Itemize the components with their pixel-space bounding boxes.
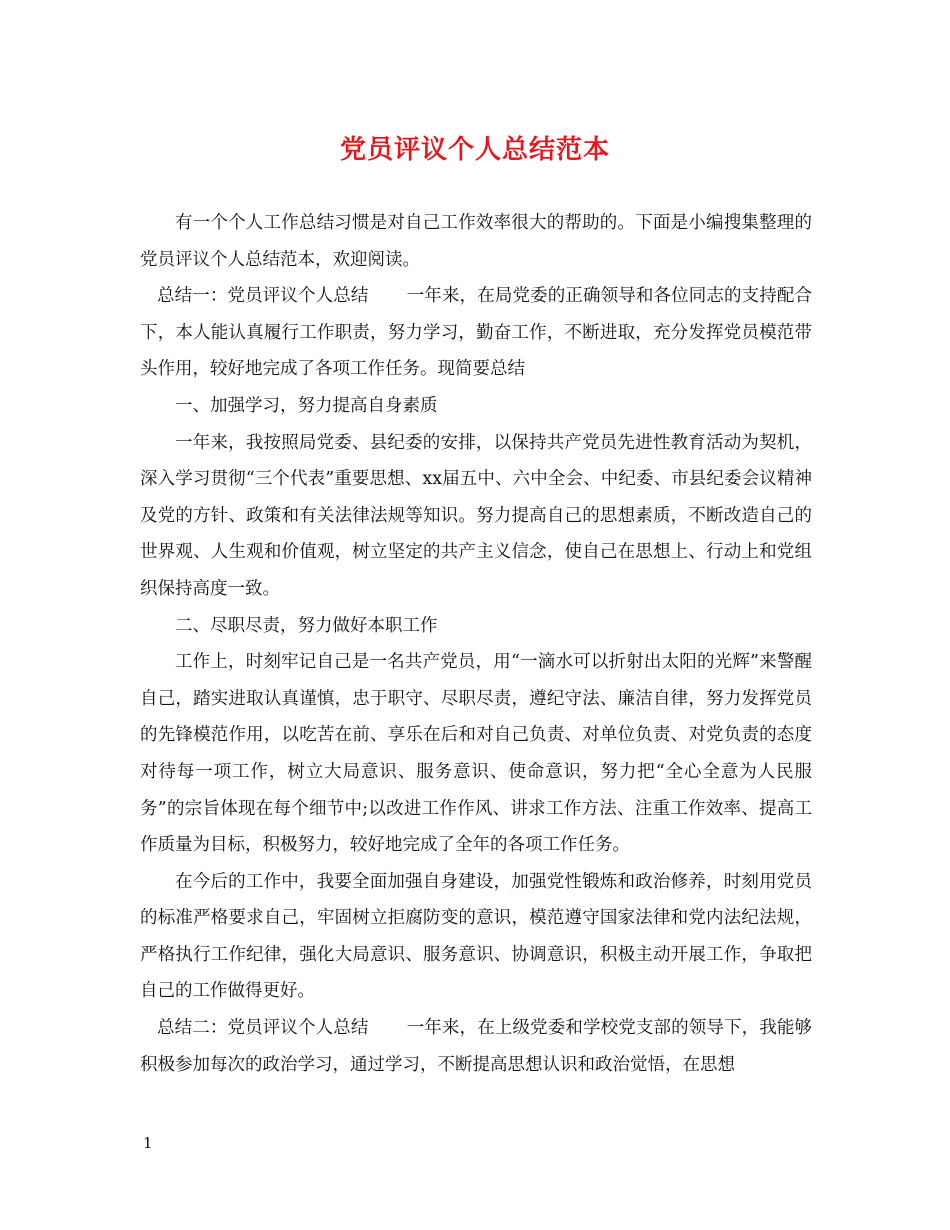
summary2-text: 一年来，在上级党委和学校党支部的领导下，我能够积极参加每次的政治学习，通过学习，不断提高思想认识和政治觉悟，在思想 <box>140 1018 813 1075</box>
intro-paragraph: 有一个个人工作总结习惯是对自己工作效率很大的帮助的。下面是小编搜集整理的党员评议个人总结范本，欢迎阅读。 <box>140 213 812 270</box>
section2-paragraph: 工作上，时刻牢记自己是一名共产党员，用“一滴水可以折射出太阳的光辉”来警醒自己，踏实进取认真谨慎，忠于职守、尽职尽责，遵纪守法、廉洁自律，努力发挥党员的先锋模范作用，以吃苦在前、享乐在后和对自己负责、对单位负责、对党负责的态度对待每一项工作，树立大局意识、服务意识、使命意识，努力把“全心全意为人民服务”的宗旨体现在每个细节中;以改进工作作风、讲求工作方法、注重工作效率、提高工作质量为目标，积极努力，较好地完成了全年的各项工作任务。 <box>140 652 812 856</box>
summary1-paragraph <box>140 278 812 388</box>
document-body <box>140 205 812 1083</box>
section1-paragraph: 一年来，我按照局党委、县纪委的安排，以保持共产党员先进性教育活动为契机，深入学习贯彻“三个代表”重要思想、xx届五中、六中全会、中纪委、市县纪委会议精神及党的方针、政策和有关法律法规等知识。努力提高自己的思想素质，不断改造自己的世界观、人生观和价值观，树立坚定的共产主义信念，使自己在思想上、行动上和党组织保持高度一致。 <box>140 432 812 599</box>
summary1-text: 一年来，在局党委的正确领导和各位同志的支持配合下，本人能认真履行工作职责，努力学习，勤奋工作，不断进取，充分发挥党员模范带头作用，较好地完成了各项工作任务。现简要总结 <box>140 286 813 380</box>
page-number: 1 <box>143 1134 153 1152</box>
document-title: 党员评议个人总结范本 <box>339 135 610 165</box>
section3-paragraph: 在今后的工作中，我要全面加强自身建设，加强党性锻炼和政治修养，时刻用党员的标准严格要求自己，牢固树立拒腐防变的意识，模范遵守国家法律和党内法纪法规，严格执行工作纪律，强化大局意识、服务意识、协调意识，积极主动开展工作，争取把自己的工作做得更好。 <box>140 871 812 1002</box>
summary2-paragraph <box>140 1010 812 1083</box>
section2-heading: 二、尽职尽责，努力做好本职工作 <box>175 615 438 636</box>
summary1-heading: 总结一：党员评议个人总结 <box>157 286 369 307</box>
summary2-heading: 总结二：党员评议个人总结 <box>157 1018 369 1039</box>
section1-heading: 一、加强学习，努力提高自身素质 <box>175 395 438 416</box>
